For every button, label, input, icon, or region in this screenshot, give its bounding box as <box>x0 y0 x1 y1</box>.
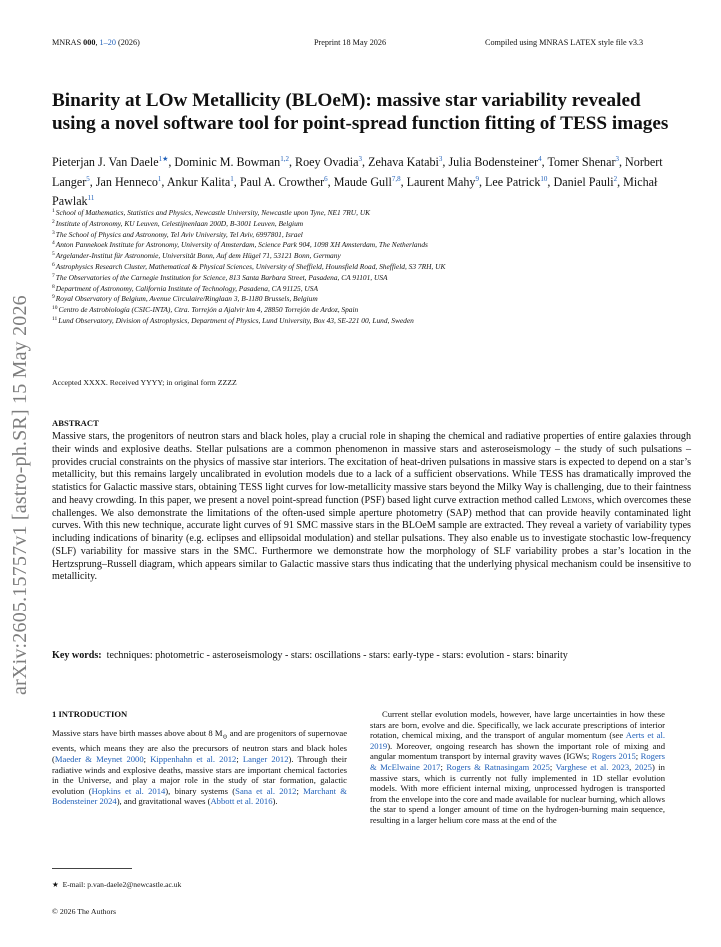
affiliation-item: $^4$Anton Pannekoek Institute for Astronomy, University of Amsterdam, Science Park 904, 1098 XH Amsterdam, The Netherlands <box>52 240 428 250</box>
copyright: © 2026 The Authors <box>52 907 117 916</box>
author-name: Michał Pawlak$^{11}$ <box>52 174 658 208</box>
section-heading-introduction: 1 INTRODUCTION <box>52 709 128 719</box>
citation-link[interactable]: Hopkins et al. 2014 <box>91 785 166 796</box>
running-header-journal: MNRAS 000, 1–20 (2026) <box>52 38 140 47</box>
affiliation-item: $^{11}$Lund Observatory, Division of Astrophysics, Department of Physics, Lund University, Box 43, SE-221 00, Lund, Sweden <box>52 315 414 325</box>
affiliation-item: $^9$Royal Observatory of Belgium, Avenue Circulaire/Ringlaan 3, B-1180 Brussels, Belgium <box>52 294 318 304</box>
affiliation-item: $^{10}$Centro de Astrobiología (CSIC-INTA), Ctra. Torrejón a Ajalvir km 4, 28850 Torrejón de Ardoz, Spain <box>52 305 359 315</box>
affiliation-list <box>52 207 692 326</box>
author-affiliation-mark[interactable]: 10 <box>540 174 548 183</box>
software-name: Lemons <box>561 494 592 506</box>
affiliation-item: $^8$Department of Astronomy, California Institute of Technology, Pasadena, CA 91125, USA <box>52 283 318 293</box>
author-affiliation-mark[interactable]: 2 <box>613 174 618 183</box>
keywords <box>52 650 712 661</box>
footnote-rule <box>52 868 132 869</box>
citation-link[interactable]: Kippenhahn et al. 2012 <box>150 753 237 764</box>
author-name: Julia Bodensteiner$^4$ <box>448 155 542 169</box>
author-name: Paul A. Crowther$^6$ <box>239 174 328 189</box>
author-affiliation-mark[interactable]: 3 <box>615 155 619 163</box>
author-name: Pieterjan J. Van Daele$^{1★}$ <box>52 155 169 169</box>
author-affiliation-mark[interactable]: 3 <box>358 155 363 163</box>
citation-link[interactable]: Marchant & Bodensteiner 2024 <box>52 785 347 807</box>
footnote-email: ★ E-mail: p.van-daele2@newcastle.ac.uk <box>52 880 182 889</box>
author-name: Daniel Pauli$^2$ <box>553 174 618 189</box>
author-name: Laurent Mahy$^9$ <box>406 174 479 189</box>
author-name: Tomer Shenar$^3$ <box>547 155 619 169</box>
author-affiliation-mark[interactable]: 1 <box>230 174 234 183</box>
preprint-date: Preprint 18 May 2026 <box>314 38 387 47</box>
affiliation-item: $^2$Institute of Astronomy, KU Leuven, Celestijnenlaan 200D, B-3001 Leuven, Belgium <box>52 218 304 228</box>
compiled-note: Compiled using MNRAS LATEX style file v3.3 <box>485 38 644 47</box>
citation-link[interactable]: Langer 2012 <box>242 753 289 764</box>
author-affiliation-mark[interactable]: 1,2 <box>280 155 289 163</box>
citation-link[interactable]: Varghese et al. 2023 <box>555 761 630 772</box>
author-name: Jan Henneco$^1$ <box>95 174 162 189</box>
abstract-heading: ABSTRACT <box>52 418 99 428</box>
arxiv-stamp[interactable]: arXiv:2605.15757v1 [astro-ph.SR] 15 May 2026 <box>9 295 31 695</box>
citation-link[interactable]: Sana et al. 2012 <box>235 785 297 796</box>
accepted-line: Accepted XXXX. Received YYYY; in original form ZZZZ <box>52 378 237 387</box>
affiliation-item: $^1$School of Mathematics, Statistics and Physics, Newcastle University, Newcastle upon Tyne, NE1 7RU, UK <box>52 208 371 217</box>
email-link[interactable]: E-mail: p.van-daele2@newcastle.ac.uk <box>62 880 182 889</box>
affiliation-item: $^6$Astrophysics Research Cluster, Mathematical & Physical Sciences, University of Sheffield, Hounsfield Road, Sheffield, S3 7RH, UK <box>52 261 446 271</box>
author-affiliation-mark[interactable]: 3 <box>438 155 443 163</box>
abstract-body: Massive stars, the progenitors of neutron stars and black holes, play a crucial role in shaping the chemical and radiative properties of entire galaxies through their winds and explosive deaths. Stellar pulsations are a common phenomenon in massive stars and asteroseismology – the study of such pulsations – provides crucial constraints on the physics of massive star interiors. The excitation of heat-driven pulsations in massive stars is expected to depend on a star’s metallicity, but this remains largely uncalibrated in evolution models due to a lack of a sufficient observations. While TESS has dramatically improved the statistics for Galactic massive stars, obtaining TESS light curves for low-metallicity massive stars beyond the Milky Way is challenging, due to their faintness and heavy crowding. In this paper, we present a novel point-spread function (PSF) based light curve extraction method called Lemons, which overcomes these challenges. We also demonstrate the limitations of the often-used simple aperture photometry (SAP) method that can provide heavily contaminated light curves. With this new technique, accurate light curves of 91 SMC massive stars in the BLOeM sample are extracted. They reveal a variety of variability types including indications of binarity (e.g. eclipses and ellipsoidal modulation) and stellar pulsations. They also enable us to investigate stochastic low-frequency (SLF) variability for massive stars in the SMC. Furthermore we demonstrate how the morphology of SLF variability probes a star’s location in the Hertzsprung–Russell diagram, which appears similar to Galactic massive stars thus indicating that the underlying physical mechanism could be insensitive to metallicity. <box>52 431 691 583</box>
author-name: Roey Ovadia$^3$ <box>295 155 363 169</box>
citation-link[interactable]: Rogers 2015 <box>591 751 636 762</box>
author-name: Lee Patrick$^{10}$ <box>485 174 548 189</box>
citation-link[interactable]: Rogers & McElwaine 2017 <box>370 751 665 772</box>
paper-title: Binarity at LOw Metallicity (BLOeM): massive star variability revealed using a novel software tool for point-spread function fitting of TESS images <box>52 90 669 134</box>
keywords-label: Key words: <box>52 650 102 661</box>
intro-right-column: Current stellar evolution models, however, have large uncertainties in how these stars are born, evolve and die. Specifically, we lack accurate prescriptions of interior rotation, chemical mixing, and the transport of angular momentum (see Aerts et al. 2019). Moreover, ongoing research has shown the important role of mixing and angular momentum transport by internal gravity waves (IGWs; Rogers 2015; Rogers & McElwaine 2017; Rogers & Ratnasingam 2025; Varghese et al. 2023, 2025) in massive stars, which is currently not fully implemented in 1D stellar evolution models. With more efficient internal mixing, unprocessed hydrogen is transported from the envelope into the core and made available for nuclear burning, which allows the star to spend a longer amount of time on the hydrogen-burning main sequence, resulting in a larger helium core mass at the end of the <box>370 709 666 825</box>
author-name: Dominic M. Bowman$^{1,2}$ <box>174 155 289 169</box>
pages-link[interactable]: 1–20 <box>99 38 116 47</box>
author-affiliation-mark[interactable]: 7,8 <box>391 174 401 183</box>
affiliation-item: $^7$The Observatories of the Carnegie Institution for Science, 813 Santa Barbara Street, Pasadena, CA 91101, USA <box>52 272 388 282</box>
author-affiliation-mark[interactable]: 11 <box>87 194 95 202</box>
author-name: Norbert Langer$^5$ <box>52 155 663 189</box>
author-affiliation-mark[interactable]: 1 <box>157 174 162 183</box>
author-affiliation-mark[interactable]: 5 <box>86 174 90 183</box>
author-affiliation-mark[interactable]: 1★ <box>158 155 169 163</box>
intro-left-column: Massive stars have birth masses above about 8 $M_⊙$ and are progenitors of supernovae events, which means they are also the precursors of neutron stars and black holes (Maeder & Meynet 2000; Kippenhahn et al. 2012; Langer 2012). Through their radiative winds and explosive deaths, massive stars are important chemical factories in the Universe, and play a major role in the study of star formation, galactic evolution (Hopkins et al. 2014), binary systems (Sana et al. 2012; Marchant & Bodensteiner 2024), and gravitational waves (Abbott et al. 2016). <box>52 728 348 807</box>
affiliation-item: $^5$Argelander-Institut für Astronomie, Universität Bonn, Auf dem Hügel 71, 53121 Bonn, Germany <box>52 251 341 261</box>
author-affiliation-mark[interactable]: 9 <box>475 174 479 183</box>
author-affiliation-mark[interactable]: 4 <box>538 155 542 163</box>
citation-link[interactable]: Aerts et al. 2019 <box>370 730 666 751</box>
author-name: Maude Gull$^{7,8}$ <box>333 174 401 189</box>
author-name: Ankur Kalita$^1$ <box>166 174 234 189</box>
citation-link[interactable]: Abbott et al. 2016 <box>210 796 273 807</box>
solar-symbol: ⊙ <box>222 734 228 741</box>
author-name: Zehava Katabi$^3$ <box>368 155 443 169</box>
citation-link[interactable]: Rogers & Ratnasingam 2025 <box>446 761 550 772</box>
affiliation-item: $^3$The School of Physics and Astronomy, Tel Aviv University, Tel Aviv, 6997801, Israel <box>52 229 303 239</box>
author-list: Pieterjan J. Van Daele$^{1★}$, Dominic M. Bowman$^{1,2}$, Roey Ovadia$^3$, Zehava Katabi$^3$, Julia Bodensteiner$^4$, Tomer Shenar$^3$, Norbert Langer$^5$, Jan Henneco$^1$, Ankur Kalita$^1$, Paul A. Crowther$^6$, Maude Gull$^{7,8}$, Laurent Mahy$^9$, Lee Patrick$^{10}$, Daniel Pauli$^2$, Michał Pawlak$^{11}$ <box>52 155 663 208</box>
author-affiliation-mark[interactable]: 6 <box>324 174 328 183</box>
citation-link[interactable]: Maeder & Meynet 2000 <box>54 753 144 764</box>
citation-link[interactable]: 2025 <box>634 761 652 772</box>
keywords-text: techniques: photometric - asteroseismology - stars: oscillations - stars: early-type - stars: evolution - stars: binarity <box>106 650 568 661</box>
